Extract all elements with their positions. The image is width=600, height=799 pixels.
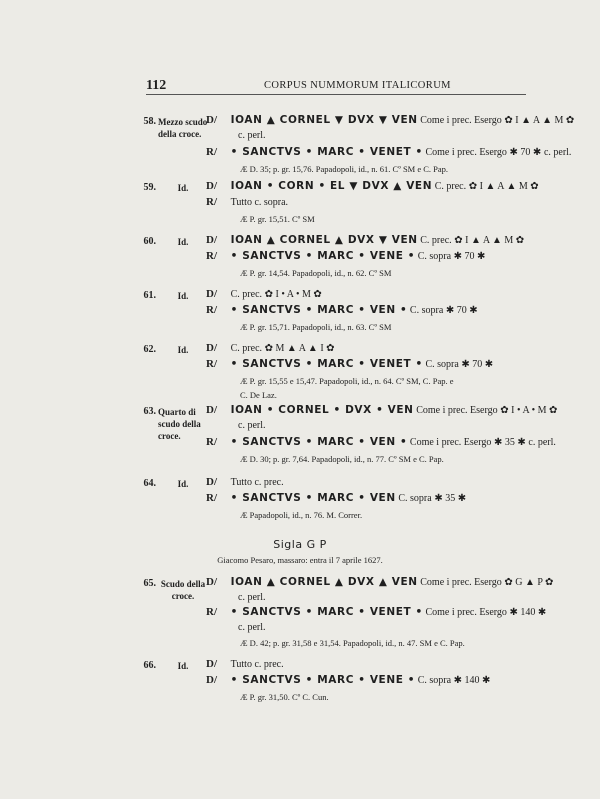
- reverse-text: Tutto c. sopra.: [230, 197, 289, 208]
- reverse-line: [206, 358, 540, 374]
- entry-number: 62.: [143, 344, 156, 355]
- reverse-marker: R/: [206, 492, 217, 504]
- running-title: CORPUS NUMMORUM ITALICORUM: [264, 80, 451, 91]
- reverse-exergue: ✱ 70 ✱: [453, 251, 486, 262]
- reference-line: Æ Papadopoli, id., n. 76. M. Correr.: [240, 510, 363, 520]
- obverse-legend: IOAN • CORN • EL ▼ DVX ▲ VEN: [230, 180, 433, 192]
- reverse-marker: R/: [206, 250, 217, 262]
- obverse-marker: D/: [206, 234, 217, 246]
- obverse-exergue: ✿ M ▲ A ▲ I ✿: [264, 343, 335, 354]
- coin-type: Quarto di scudo della croce.: [158, 407, 201, 441]
- reverse-marker: R/: [206, 304, 217, 316]
- obverse-text: Come i prec. Esergo: [420, 115, 502, 126]
- reference-line: Æ D. 35; p. gr. 15,76. Papadopoli, id., n. 61. Cº SM e C. Pap.: [240, 164, 449, 174]
- reverse-line: [206, 196, 540, 212]
- coin-type: Scudo della croce.: [160, 579, 206, 601]
- reference-line: Æ P. gr. 15,71. Papadopoli, id., n. 63. Cº SM: [240, 322, 392, 332]
- obverse-marker: D/: [206, 180, 217, 192]
- obverse-marker: D/: [206, 476, 217, 488]
- obverse-exergue: ✿ I ▲ A ▲ M ✿: [454, 235, 525, 246]
- reverse-marker: D/: [206, 674, 217, 686]
- obverse-text: C. prec.: [230, 289, 263, 300]
- reverse-legend: • SANCTVS • MARC • VEN •: [230, 436, 408, 448]
- reverse-marker: R/: [206, 606, 217, 618]
- reverse-legend: • SANCTVS • MARC • VENE •: [230, 674, 416, 686]
- entry-number: 61.: [143, 290, 156, 301]
- obverse-exergue: ✿ I • A • M ✿: [500, 405, 558, 416]
- entry-number: 66.: [143, 660, 156, 671]
- obverse-text: Come i prec. Esergo: [416, 405, 498, 416]
- reverse-line: [206, 674, 540, 690]
- obverse-legend: IOAN • CORNEL • DVX • VEN: [230, 404, 414, 416]
- section-title: Sigla G P: [273, 538, 327, 551]
- obverse-text: Come i prec. Esergo: [420, 577, 502, 588]
- obverse-continuation: c. perl.: [238, 592, 266, 603]
- obverse-marker: D/: [206, 658, 217, 670]
- obverse-line: [206, 234, 540, 250]
- reference-line: Æ P. gr. 31,50. Cº C. Cun.: [240, 692, 329, 702]
- reverse-exergue: ✱ 70 ✱: [509, 147, 542, 158]
- reverse-tail: c. perl.: [543, 147, 572, 158]
- reverse-text: Come i prec. Esergo: [409, 437, 492, 448]
- reverse-marker: R/: [206, 436, 217, 448]
- obverse-line: [206, 288, 540, 304]
- entry-number: 58.: [143, 116, 156, 127]
- reverse-exergue: ✱ 70 ✱: [445, 305, 478, 316]
- reverse-text: C. sopra: [417, 251, 452, 262]
- obverse-marker: D/: [206, 576, 217, 588]
- reverse-line: [206, 304, 540, 320]
- obverse-continuation: c. perl.: [238, 420, 266, 431]
- reverse-text: C. sopra: [425, 359, 459, 370]
- entry-number: 59.: [143, 182, 156, 193]
- reverse-marker: R/: [206, 358, 217, 370]
- page-number: 112: [146, 78, 167, 93]
- reverse-legend: • SANCTVS • MARC • VEN •: [230, 304, 408, 316]
- obverse-line: [206, 658, 540, 674]
- entry-number: 65.: [143, 578, 156, 589]
- reverse-line: [206, 146, 572, 162]
- reverse-text: C. sopra: [398, 493, 432, 504]
- obverse-line: [206, 342, 540, 358]
- entry-number: 64.: [143, 478, 156, 489]
- obverse-exergue: ✿ G ▲ P ✿: [504, 577, 554, 588]
- obverse-exergue: ✿ I ▲ A ▲ M ✿: [504, 115, 575, 126]
- coin-type: Id.: [177, 345, 189, 355]
- reference-line: Æ P. gr. 14,54. Papadopoli, id., n. 62. Cº SM: [240, 268, 392, 278]
- reference-line: Æ P. gr. 15,55 e 15,47. Papadopoli, id., n. 64. Cº SM, C. Pap. e: [240, 376, 454, 386]
- obverse-line: [206, 576, 554, 592]
- obverse-text: C. prec.: [230, 343, 263, 354]
- obverse-legend: IOAN ▲ CORNEL ▲ DVX ▲ VEN: [230, 576, 418, 588]
- obverse-marker: D/: [206, 404, 217, 416]
- reverse-exergue: ✱ 140 ✱: [509, 607, 547, 618]
- reverse-legend: • SANCTVS • MARC • VENET •: [230, 358, 423, 370]
- obverse-text: C. prec.: [420, 235, 452, 246]
- reverse-exergue: ✱ 35 ✱: [494, 437, 526, 448]
- obverse-exergue: ✿ I ▲ A ▲ M ✿: [468, 181, 539, 192]
- reverse-marker: R/: [206, 146, 217, 158]
- page-header: [146, 78, 526, 95]
- obverse-continuation: c. perl.: [238, 130, 266, 141]
- reverse-exergue: ✱ 35 ✱: [434, 493, 467, 504]
- coin-type: Id.: [177, 291, 189, 301]
- reverse-legend: • SANCTVS • MARC • VENET •: [230, 146, 423, 158]
- reverse-line: [206, 492, 540, 508]
- obverse-text: Tutto c. prec.: [230, 477, 284, 488]
- reverse-tail: c. perl.: [528, 437, 556, 448]
- reverse-text: C. sopra: [417, 675, 452, 686]
- reverse-line: [206, 436, 556, 452]
- reverse-text: Come i prec. Esergo: [425, 607, 507, 618]
- reverse-text: Come i prec. Esergo: [425, 147, 507, 158]
- obverse-legend: IOAN ▲ CORNEL ▼ DVX ▼ VEN: [230, 114, 418, 126]
- entry-number: 60.: [143, 236, 156, 247]
- obverse-marker: D/: [206, 342, 217, 354]
- reference-line: Æ P. gr. 15,51. Cº SM: [240, 214, 315, 224]
- coin-type: Id.: [177, 183, 189, 193]
- obverse-text: Tutto c. prec.: [230, 659, 284, 670]
- reference-continuation: C. De Laz.: [240, 390, 277, 400]
- obverse-line: [206, 114, 575, 130]
- coin-type: Mezzo scudo della croce.: [158, 117, 208, 139]
- obverse-line: [206, 476, 540, 492]
- reverse-legend: • SANCTVS • MARC • VEN: [230, 492, 396, 504]
- reference-line: Æ D. 42; p. gr. 31,58 e 31,54. Papadopoli, id., n. 47. SM e C. Pap.: [240, 638, 465, 648]
- reverse-exergue: ✱ 140 ✱: [453, 675, 491, 686]
- reference-line: Æ D. 30; p. gr. 7,64. Papadopoli, id., n. 77. Cº SM e C. Pap.: [240, 454, 444, 464]
- reverse-exergue: ✱ 70 ✱: [461, 359, 494, 370]
- obverse-marker: D/: [206, 288, 217, 300]
- section-subtitle: Giacomo Pesaro, massaro: entra il 7 aprile 1627.: [217, 555, 383, 565]
- reverse-legend: • SANCTVS • MARC • VENET •: [230, 606, 423, 618]
- obverse-exergue: ✿ I • A • M ✿: [264, 289, 322, 300]
- obverse-legend: IOAN ▲ CORNEL ▲ DVX ▼ VEN: [230, 234, 418, 246]
- coin-type: Id.: [177, 661, 189, 671]
- reverse-line: [206, 606, 547, 622]
- reverse-continuation: c. perl.: [238, 622, 266, 633]
- obverse-marker: D/: [206, 114, 217, 126]
- reverse-legend: • SANCTVS • MARC • VENE •: [230, 250, 416, 262]
- reverse-line: [206, 250, 540, 266]
- obverse-text: C. prec.: [434, 181, 467, 192]
- reverse-text: C. sopra: [409, 305, 444, 316]
- coin-type: Id.: [177, 479, 189, 489]
- entry-number: 63.: [143, 406, 156, 417]
- reverse-marker: R/: [206, 196, 217, 208]
- coin-type: Id.: [177, 237, 189, 247]
- obverse-line: [206, 404, 558, 420]
- obverse-line: [206, 180, 540, 196]
